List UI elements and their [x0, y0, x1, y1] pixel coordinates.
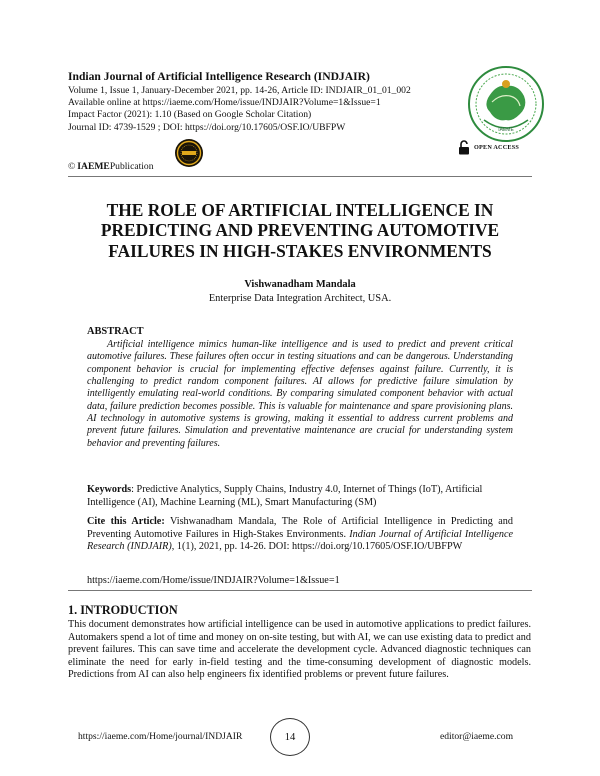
author-affiliation: Enterprise Data Integration Architect, USA. [208, 293, 392, 304]
title-line-3: FAILURES IN HIGH-STAKES ENVIRONMENTS [108, 240, 492, 261]
header-line-doi[interactable]: Journal ID: 4739-1529 ; DOI: https://doi.org/10.17605/OSF.IO/UBFPW [68, 121, 346, 133]
header-divider [68, 176, 532, 177]
keywords-text: : Predictive Analytics, Supply Chains, Industry 4.0, Internet of Things (IoT), Artificial Intelligence (AI), Machine Learning (ML), Smart Manufacturing (SM) [87, 484, 483, 508]
citation-tail[interactable]: , 1(1), 2021, pp. 14-26. DOI: https://doi.org/10.17605/OSF.IO/UBFPW [171, 541, 463, 553]
header-line-impact: Impact Factor (2021): 1.10 (Based on Google Scholar Citation) [68, 109, 312, 121]
publication-seal-icon [174, 138, 204, 168]
citation-journal: Indian Journal of Artificial Intelligence Research (INDJAIR) [87, 528, 513, 553]
footer-journal-link[interactable]: https://iaeme.com/Home/journal/INDJAIR [78, 731, 243, 742]
section-divider [68, 590, 532, 591]
page-number: 14 [270, 718, 310, 756]
citation [87, 516, 513, 554]
author-name: Vishwanadham Mandala [244, 279, 356, 290]
footer-email[interactable]: editor@iaeme.com [440, 731, 514, 742]
title-line-1: THE ROLE OF ARTIFICIAL INTELLIGENCE IN [106, 200, 494, 220]
logo-text: IAEME [498, 127, 514, 133]
journal-title: Indian Journal of Artificial Intelligence Research (INDJAIR) [68, 70, 370, 83]
open-access-badge [458, 139, 519, 155]
abstract-text: Artificial intelligence mimics human-like intelligence and is used to predict and prevent critical automotive failures. These failures often occur in testing situations and can be dangerous. Understanding component behavior is crucial for implementing effective defenses against failure. Currently, it is challenging to predict random component failures. AI allows for predictive failure simulation by intelligently emulating real-world conditions. By comparing simulated component behavior with actual data, failure prediction becomes possible. This is valuable for maintenance and spare provisioning plans. AI technology in automotive systems is growing, making it essential to address current problems and prevent future failures. Simulation and preventative maintenance are crucial for understanding system behavior and preventing failures. [87, 339, 513, 449]
citation-label: Cite this Article: [87, 516, 165, 527]
citation-url[interactable]: https://iaeme.com/Home/issue/INDJAIR?Volume=1&Issue=1 [87, 575, 340, 586]
keywords-label: Keywords [87, 484, 132, 495]
abstract-heading: ABSTRACT [87, 326, 144, 337]
publisher-line [68, 161, 154, 172]
title-line-2: PREDICTING AND PREVENTING AUTOMOTIVE [100, 220, 500, 241]
introduction-text: This document demonstrates how artificial intelligence can be used in automotive applications to predict failures. Automakers spend a lot of time and money on on-site testing, but with AI, we can use existing data to predict and prevent failures. This can save time and accelerate the development cycle. Advanced diagnostic techniques can eliminate the need for early in-field testing and the time-consuming development of diagnostic models. Predictions from AI can also help engineers fix identified problems or prevent future failures. [68, 619, 531, 681]
iaeme-logo-icon [466, 64, 546, 144]
introduction-heading: 1. INTRODUCTION [68, 603, 178, 617]
keywords [87, 484, 513, 509]
open-access-label: OPEN ACCESS [474, 143, 520, 151]
copyright-symbol: © [68, 161, 76, 172]
citation-text: Vishwanadham Mandala, The Role of Artificial Intelligence in Predicting and Preventing Automotive Failures in High-Stakes Environments. [87, 516, 513, 540]
article-title [60, 200, 540, 261]
journal-header [68, 70, 458, 134]
open-lock-icon [458, 140, 470, 155]
publisher-name: IAEME [77, 161, 110, 172]
publisher-suffix: Publication [109, 161, 154, 172]
header-line-online[interactable]: Available online at https://iaeme.com/Home/issue/INDJAIR?Volume=1&Issue=1 [68, 97, 381, 109]
header-line-volume: Volume 1, Issue 1, January-December 2021, pp. 14-26, Article ID: INDJAIR_01_01_002 [68, 85, 411, 96]
